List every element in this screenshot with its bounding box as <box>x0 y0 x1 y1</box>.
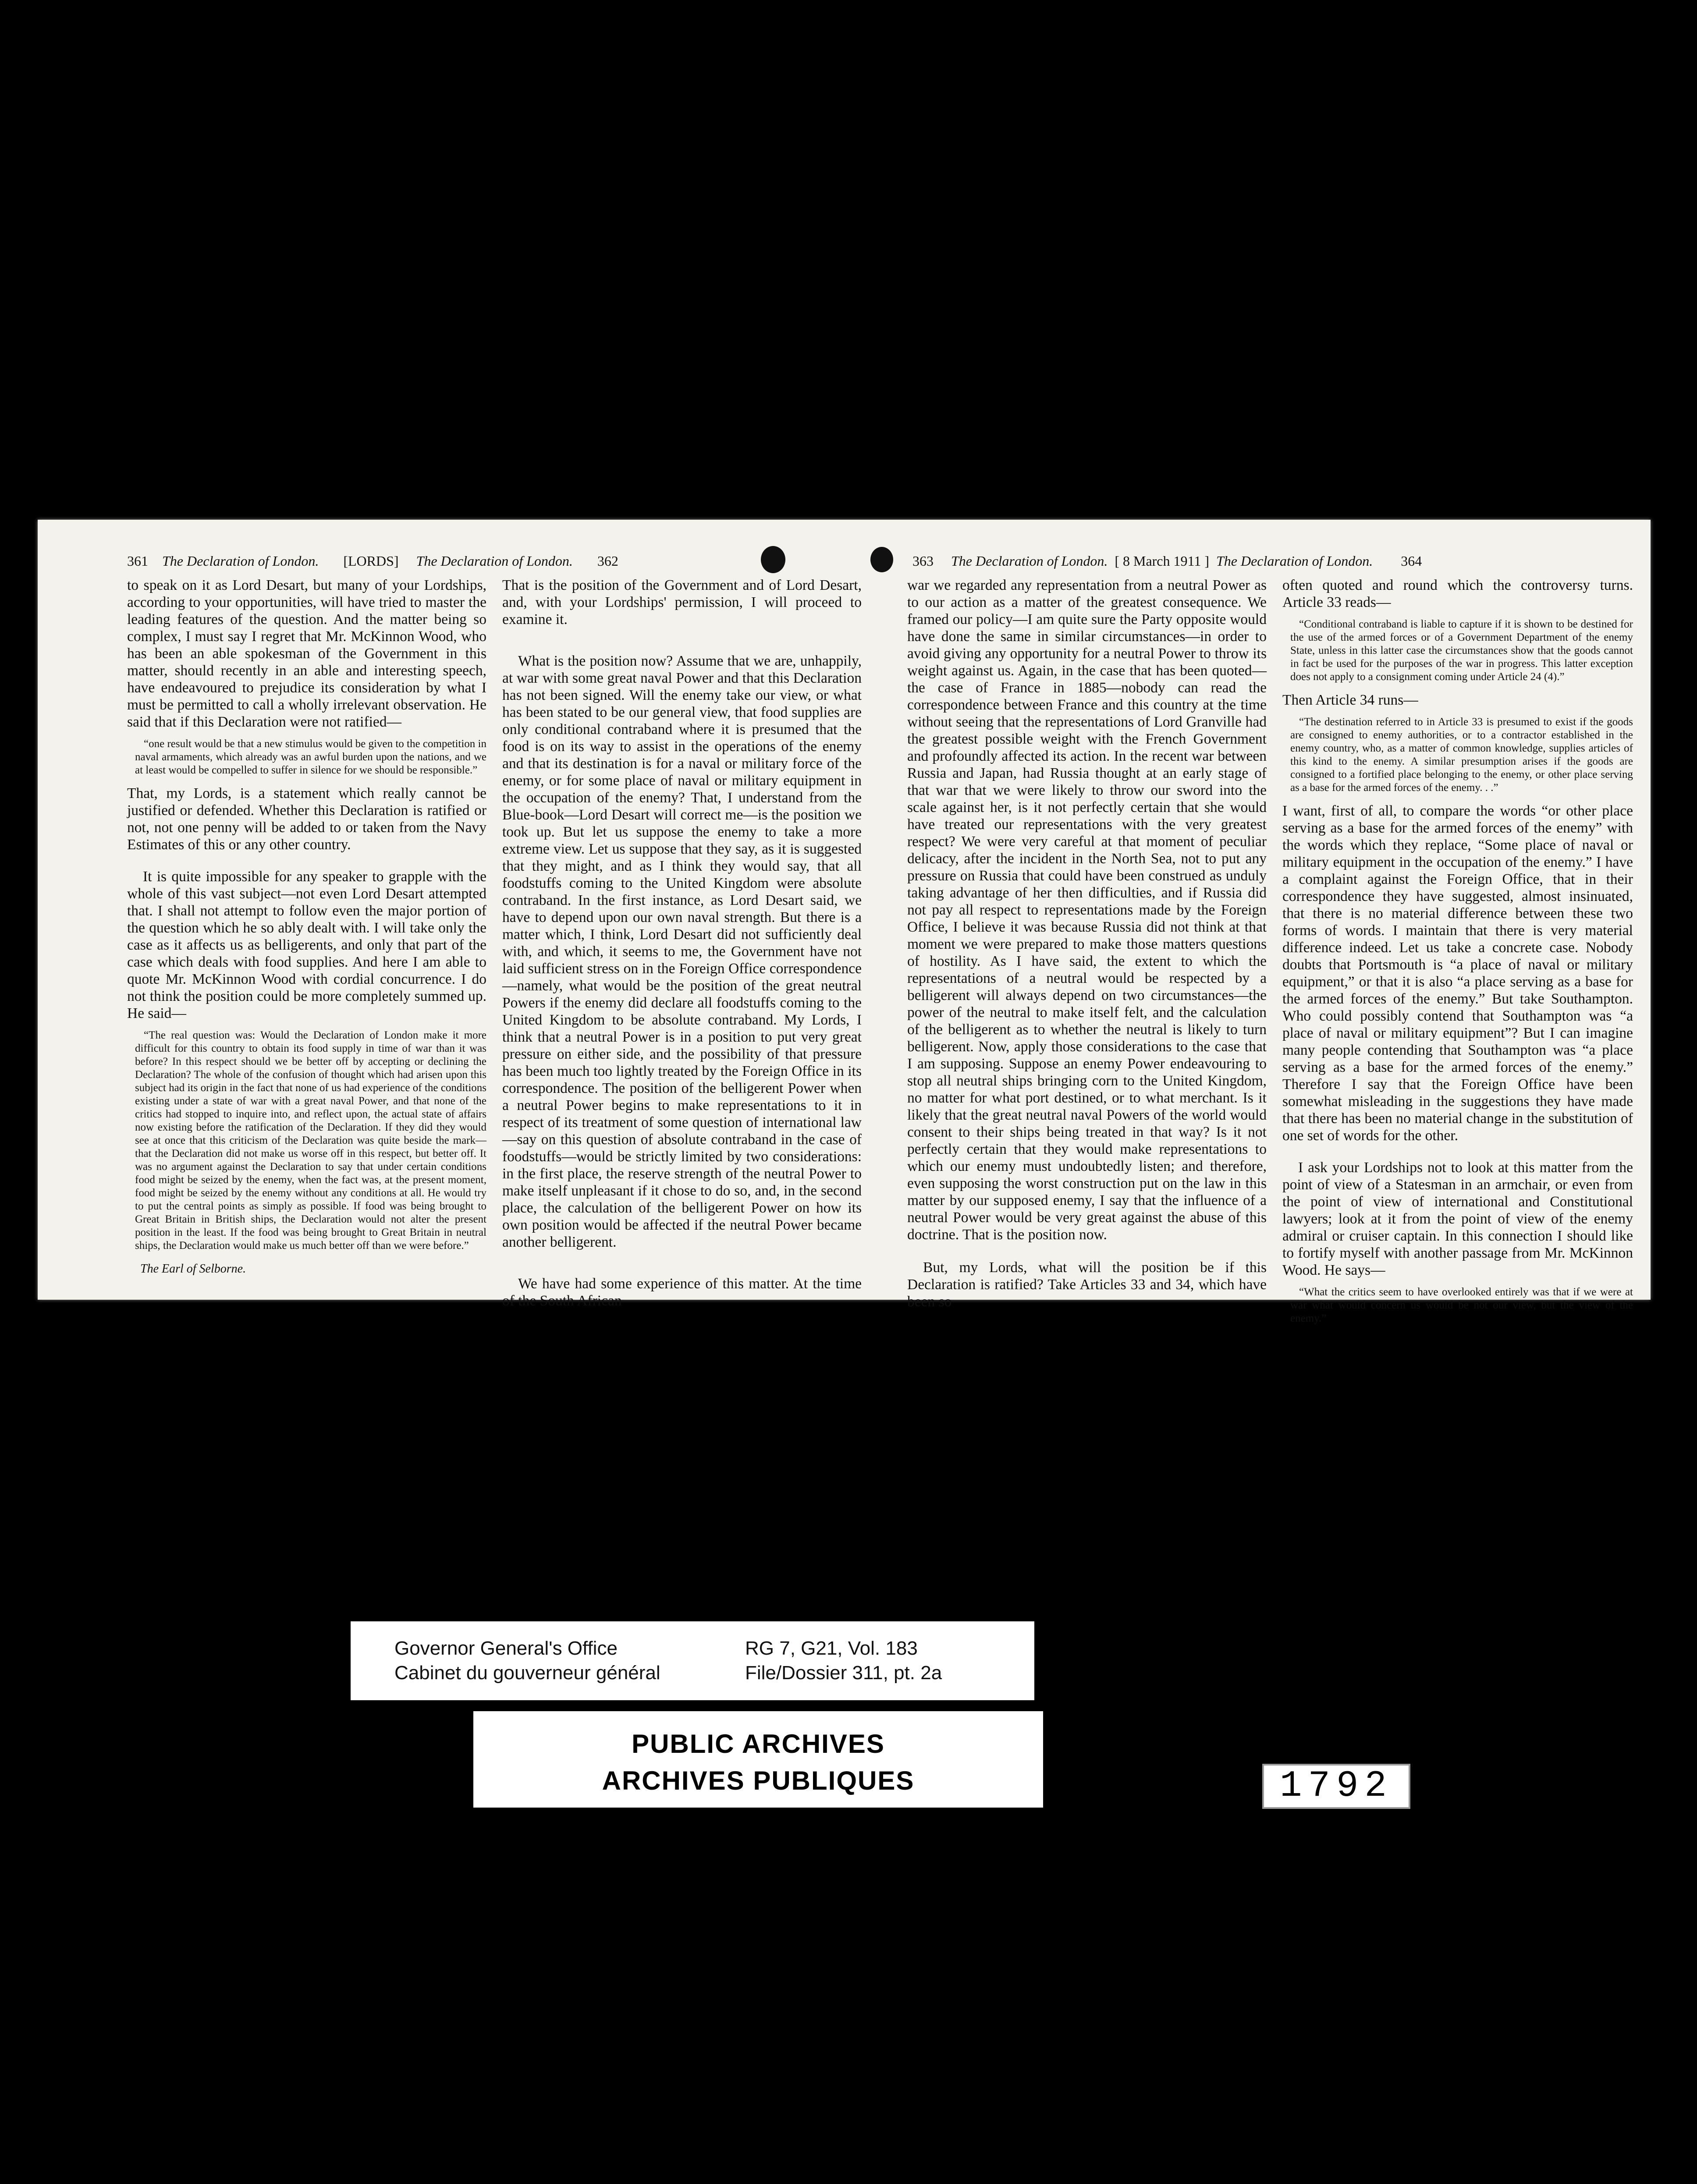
banner-line-1: PUBLIC ARCHIVES <box>632 1729 885 1759</box>
paragraph: What is the position now? Assume that we are, unhappily, at war with some great naval Power and that this Declaration has not been signed. Will the enemy take our view, or what has been stated to be our general view, that food supplies are only conditional contraband where it is presumed that the food is on its way to assist in the operations of the enemy and that its destination is for a naval or military force of the enemy, or for some place of naval or military equipment in the occupation of the enemy? That, I understand from the Blue-book—Lord Desart will correct me—is the position we took up. But let us suppose the enemy to take a more extreme view. Let us suppose that they say, as it is suggested that they might, and as I think they would say, that all foodstuffs coming to the United Kingdom were absolute contraband. In the first instance, as Lord Desart said, we have to depend upon our own naval strength. But there is a matter which, I think, Lord Desart did not sufficiently deal with, and which, it seems to me, the Government have not laid sufficient stress on in the Foreign Office correspondence—namely, what would be the position of the great neutral Powers if the enemy did declare all foodstuffs coming to the United Kingdom to be absolute contraband. My Lords, I think that a neutral Power is in a position to put very great pressure on either side, and the possibility of that pressure has been much too lightly treated by the Foreign Office in its correspondence. The position of the belligerent Power when a neutral Power begins to make representations to it in respect of its treatment of some question of international law—say on this question of absolute contraband in the case of foodstuffs—would be strictly limited by two considerations: in the first place, the reserve strength of the neutral Power to make itself unpleasant if it chose to do so, and, in the second place, the calculation of the belligerent Power on how its own position would be affected if the neutral Power became another belligerent. <box>502 653 862 1250</box>
column-4 <box>1282 577 1633 1333</box>
banner-line-3: CANADA <box>699 1803 818 1832</box>
document-page <box>38 520 1651 1324</box>
running-title: The Declaration of London. <box>162 553 319 569</box>
ink-blot <box>870 547 893 572</box>
banner-line-2: ARCHIVES PUBLIQUES <box>602 1766 915 1795</box>
paragraph: I ask your Lordships not to look at this matter from the point of view of a Statesman in an armchair, or even from the point of view of international and Constitutional lawyers; look at it from the point of view of the enemy admiral or cruiser captain. In this connection I should like to fortify myself with another passage from Mr. McKinnon Wood. He says— <box>1282 1159 1633 1278</box>
quotation: “The destination referred to in Article 33 is presumed to exist if the goods are consigned to enemy authorities, or to a contractor established in the enemy country, who, as a matter of common knowledge, supplies articles of this kind to the enemy. A similar presumption arises if the goods are consigned to a fortified place belonging to the enemy, or other place serving as a base for the armed forces of the enemy. . .” <box>1290 716 1633 794</box>
quotation: “one result would be that a new stimulus would be given to the competition in naval armaments, which already was an awful burden upon the nations, and we at least would be compelled to suffer in silence for we should be responsible.” <box>135 738 486 776</box>
running-title: The Declaration of London. <box>416 553 573 569</box>
office-name-fr: Cabinet du gouverneur général <box>394 1662 660 1684</box>
paragraph: war we regarded any representation from a neutral Power as to our action as a matter of the greatest consequence. We framed our policy—I am quite sure the Party opposite would have done the same in similar circumstances—in order to avoid giving any opportunity for a neutral Power to throw its weight against us. Again, in the case that has been quoted—the case of France in 1885—nobody can read the correspondence between France and this country at the time without seeing that the representations of Lord Granville had the greatest possible weight with the French Government and profoundly affected its action. In the recent war between Russia and Japan, had Russia thought at an early stage of that war that we were likely to throw our sword into the scale against her, is it not perfectly certain that she would have treated our representations with the very greatest respect? We were very careful at that moment of peculiar delicacy, after the incident in the North Sea, not to put any pressure on Russia that could have been construed as unduly taking advantage of her then difficulties, and if Russia did not pay all respect to representations made by the Foreign Office, I believe it was because Russia did not think at that moment we were prepared to make those matters questions of hostility. As I have said, the extent to which the representations of a neutral would be respected by a belligerent will always depend on two circumstances—the power of the neutral to make itself felt, and the calculation of the belligerent as to whether the neutral is likely to turn belligerent. Now, apply those considerations to the case that I am supposing. Suppose an enemy Power endeavouring to stop all neutral ships bringing corn to the United Kingdom, no matter for what port destined, or to what merchant. Is it likely that the great neutral naval Powers of the world would consent to their ships being treated in that way? Is it not perfectly certain that they would make representations to which our enemy must undoubtedly listen; and therefore, even supposing the worst construction put on the law in this matter by our supposed enemy, I say that the influence of a neutral Power would be very great against the abuse of this doctrine. That is the position now. <box>907 577 1267 1243</box>
attribution: The Earl of Selborne. <box>140 1262 246 1276</box>
record-group: RG 7, G21, Vol. 183 <box>745 1638 918 1659</box>
quotation: “Conditional contraband is liable to capture if it is shown to be destined for the use of the armed forces or of a Government Department of the enemy State, unless in this latter case the circumstances show that the goods cannot in fact be used for the purposes of the war in progress. This latter exception does not apply to a consignment coming under Article 24 (4).” <box>1290 618 1633 683</box>
page-number: 364 <box>1401 553 1422 569</box>
paragraph: That, my Lords, is a statement which really cannot be justified or defended. Whether this Declaration is ratified or not, not one penny will be added to or taken from the Navy Estimates of this or any other country. <box>127 785 486 853</box>
frame-number-stamp: 1792 <box>1262 1764 1410 1809</box>
paragraph: That is the position of the Government and of Lord Desart, and, with your Lordships' permission, I will proceed to examine it. <box>502 577 862 628</box>
paragraph: often quoted and round which the controversy turns. Article 33 reads— <box>1282 577 1633 610</box>
file-reference: File/Dossier 311, pt. 2a <box>745 1662 942 1684</box>
ink-blot <box>761 546 785 573</box>
paragraph: It is quite impossible for any speaker to grapple with the whole of this vast subject—not even Lord Desart attempted that. I shall not attempt to follow even the major portion of the question which he so ably dealt with. I will take only the case as it affects us as belligerents, and only that part of the case which deals with food supplies. And here I am able to quote Mr. McKinnon Wood with cordial concurrence. I do not think the position could be more completely summed up. He said— <box>127 869 486 1021</box>
date-label: [ 8 March 1911 ] <box>1115 553 1209 569</box>
page-number: 361 <box>127 553 148 569</box>
column-1 <box>127 577 486 1277</box>
quotation: “What the critics seem to have overlooked entirely was that if we were at war what would concern us would be not our view, but the view of the enemy.” <box>1290 1286 1633 1324</box>
column-3 <box>907 577 1267 1317</box>
paragraph: But, my Lords, what will the position be if this Declaration is ratified? Take Articles 33 and 34, which have been so <box>907 1259 1267 1310</box>
archive-reference-label <box>351 1621 1034 1700</box>
column-2 <box>502 577 862 1316</box>
page-number: 362 <box>597 553 618 569</box>
office-name-en: Governor General's Office <box>394 1638 618 1659</box>
right-page-header <box>912 553 1422 569</box>
paragraph: Then Article 34 runs— <box>1282 692 1418 708</box>
archive-banner <box>473 1711 1043 1832</box>
paragraph: I want, first of all, to compare the words “or other place serving as a base for the armed forces of the enemy” with the words which they replace, “Some place of naval or military equipment in the occupation of the enemy.” I have a complaint against the Foreign Office, that in their correspondence they have suggested, almost insinuated, that there is no material difference between these two forms of words. I maintain that there is very material difference indeed. Let us take a concrete case. Nobody doubts that Portsmouth is “a place of naval or military equipment,” or that it is also “a place serving as a base for the armed forces of the enemy.” But take Southampton. Who could possibly contend that Southampton was “a place of naval or military equipment”? But I can imagine many people contending that Southampton was “a place serving as a base for the armed forces of the enemy.” Therefore I say that the Foreign Office have been somewhat misleading in the suggestions they have made that there has been no material change in the substitution of one set of words for the other. <box>1282 803 1633 1144</box>
running-title: The Declaration of London. <box>951 553 1108 569</box>
quotation: “The real question was: Would the Declaration of London make it more difficult for this country to obtain its food supply in time of war than it was before? In this respect should we be better off by accepting or declining the Declaration? The whole of the confusion of thought which had arisen upon this subject had its origin in the fact that none of us had experience of the conditions existing under a state of war with a great naval Power, and that none of the critics had stopped to inquire into, and reflect upon, the actual state of affairs now existing before the ratification of the Declaration. If they did they would see at once that this criticism of the Declaration was quite beside the mark—that the Declaration did not make us worse off in this respect, but better off. It was no argument against the Declaration to say that under certain conditions food might be seized by the enemy, when the fact was, at the present moment, food might be seized by the enemy without any conditions at all. He would try to put the central points as simply as possible. If food was being brought to Great Britain in British ships, the Declaration would not alter the present position in the least. If the food was being brought to Great Britain in neutral ships, the Declaration would make us much better off than we were before.” <box>135 1029 486 1252</box>
left-page-header <box>127 553 618 569</box>
house-label: [LORDS] <box>343 553 399 569</box>
paragraph: to speak on it as Lord Desart, but many of your Lordships, according to your opportunities, will have tried to master the leading features of the question. And the matter being so complex, I must say I regret that Mr. McKinnon Wood, who has been an able spokesman of the Government in this matter, should recently in an able and interesting speech, have endeavoured to prejudice its consideration by what I must be permitted to call a wholly irrelevant observation. He said that if this Declaration were not ratified— <box>127 577 486 730</box>
paragraph: We have had some experience of this matter. At the time of the South African <box>502 1276 862 1309</box>
page-number: 363 <box>912 553 934 569</box>
running-title: The Declaration of London. <box>1216 553 1373 569</box>
